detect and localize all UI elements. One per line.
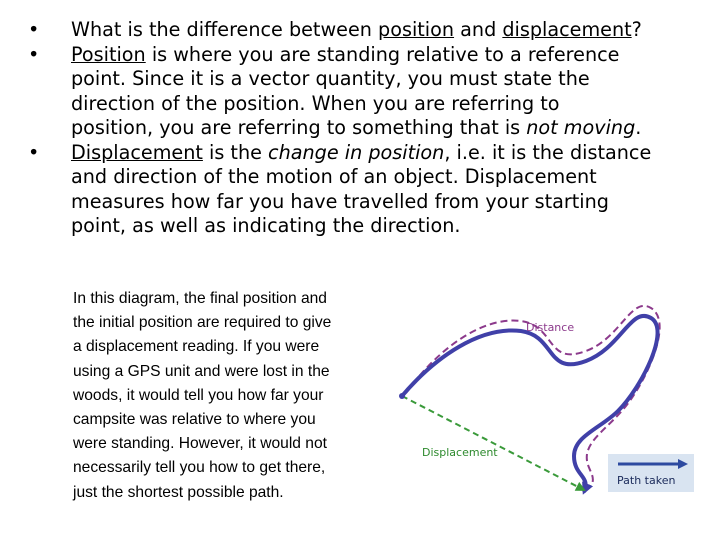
caption-line: were standing. However, it would not xyxy=(73,435,327,453)
term-displacement: Displacement xyxy=(71,140,203,164)
definition-text: measures how far you have travelled from your starting xyxy=(71,189,609,213)
bullet-displacement-definition xyxy=(24,141,704,239)
caption-line: just the shortest possible path. xyxy=(73,483,284,501)
bullet-list xyxy=(24,18,704,239)
definition-text: is the xyxy=(202,140,269,164)
bullet-dot: • xyxy=(28,42,40,66)
question-text: What is the difference between xyxy=(71,18,379,41)
displacement-arrow xyxy=(402,396,584,490)
path-taken-legend xyxy=(608,454,694,492)
question-text: and xyxy=(454,18,503,41)
caption-line: campsite was relative to where you xyxy=(73,411,316,429)
bullet-question xyxy=(24,18,704,43)
term-position: Position xyxy=(71,42,146,66)
definition-text: point, as well as indicating the direction. xyxy=(71,214,461,237)
term-position: position xyxy=(378,18,455,41)
definition-text: , i.e. it is the distance xyxy=(444,140,652,164)
caption-line: necessarily tell you how to get there, xyxy=(73,459,326,477)
definition-text: point. Since it is a vector quantity, you must state the xyxy=(71,67,590,90)
bullet-dot: • xyxy=(28,18,40,41)
bullet-dot: • xyxy=(28,140,40,164)
caption-line: a displacement reading. If you were xyxy=(73,338,320,356)
displacement-label: Displacement xyxy=(422,446,498,459)
caption-line: the initial position are required to give xyxy=(73,314,332,332)
diagram-caption xyxy=(73,287,393,505)
definition-text: . xyxy=(635,116,642,139)
emphasis-change-in-position: change in position xyxy=(268,140,445,164)
definition-text: is where you are standing relative to a reference xyxy=(145,42,620,66)
distance-label: Distance xyxy=(526,321,575,334)
emphasis-not-moving: not moving xyxy=(526,116,636,139)
start-point xyxy=(399,393,405,399)
definition-text: direction of the position. When you are referring to xyxy=(71,91,560,115)
caption-line: using a GPS unit and were lost in the xyxy=(73,362,330,380)
definition-text: and direction of the motion of an object. Displacement xyxy=(71,165,597,188)
definition-text: position, you are referring to something that is xyxy=(71,116,527,139)
caption-line: In this diagram, the final position and xyxy=(73,290,327,307)
caption-line: woods, it would tell you how far your xyxy=(73,386,324,404)
path-taken-label: Path taken xyxy=(617,474,676,487)
bullet-position-definition xyxy=(24,43,704,141)
term-displacement: displacement xyxy=(502,18,632,41)
position-displacement-diagram xyxy=(396,296,706,501)
question-mark: ? xyxy=(631,18,642,41)
